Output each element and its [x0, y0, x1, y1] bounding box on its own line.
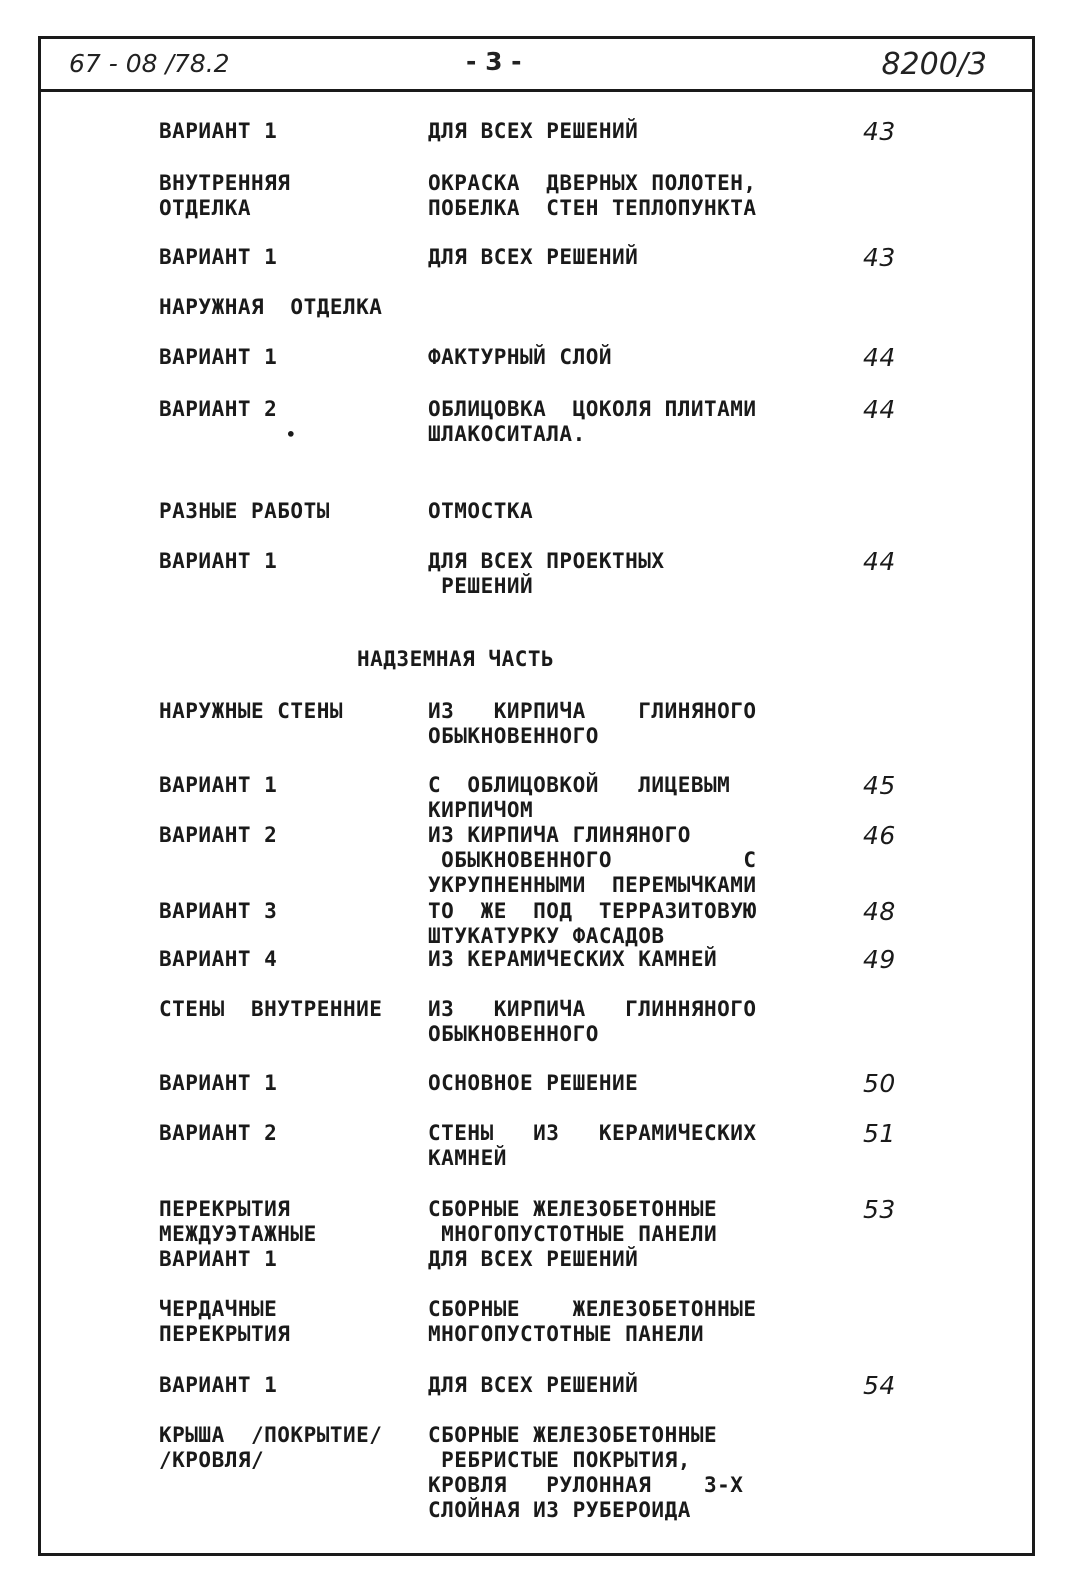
- row-page-number: 51: [863, 1119, 896, 1148]
- row-description: С ОБЛИЦОВКОЙ ЛИЦЕВЫМ КИРПИЧОМ: [428, 773, 731, 822]
- row-description: СТЕНЫ ИЗ КЕРАМИЧЕСКИХ КАМНЕЙ: [428, 1121, 757, 1170]
- row-label: ВАРИАНТ 3: [159, 899, 278, 923]
- row-label: ВАРИАНТ 1: [159, 1373, 278, 1397]
- row-description: ДЛЯ ВСЕХ РЕШЕНИЙ: [428, 119, 639, 143]
- row-description: ОКРАСКА ДВЕРНЫХ ПОЛОТЕН, ПОБЕЛКА СТЕН ТЕПЛОПУНКТА: [428, 171, 757, 220]
- row-description: ДЛЯ ВСЕХ РЕШЕНИЙ: [428, 245, 639, 269]
- row-description: ОТМОСТКА: [428, 499, 534, 523]
- row-label: ВАРИАНТ 2: [159, 397, 278, 421]
- header-left-code: 67 - 08 /78.2: [69, 49, 230, 78]
- row-label: ВАРИАНТ 2: [159, 1121, 278, 1145]
- row-label: ВАРИАНТ 1: [159, 1071, 278, 1095]
- row-label: КРЫША /ПОКРЫТИЕ/ /КРОВЛЯ/: [159, 1423, 383, 1472]
- row-label: ВАРИАНТ 1: [159, 773, 278, 797]
- page-frame: [38, 36, 1035, 1556]
- row-description: ТО ЖЕ ПОД ТЕРРАЗИТОВУЮ ШТУКАТУРКУ ФАСАДОВ: [428, 899, 757, 948]
- row-label: ВАРИАНТ 1: [159, 549, 278, 573]
- row-description: СБОРНЫЕ ЖЕЛЕЗОБЕТОННЫЕ РЕБРИСТЫЕ ПОКРЫТИЯ, КРОВЛЯ РУЛОННАЯ 3-Х СЛОЙНАЯ ИЗ РУБЕРОИДА: [428, 1423, 744, 1522]
- row-label: ВНУТРЕННЯЯ ОТДЕЛКА: [159, 171, 291, 220]
- row-label: ПЕРЕКРЫТИЯ МЕЖДУЭТАЖНЫЕ ВАРИАНТ 1: [159, 1197, 317, 1271]
- row-description: ИЗ КЕРАМИЧЕСКИХ КАМНЕЙ: [428, 947, 718, 971]
- row-page-number: 44: [863, 343, 896, 372]
- row-page-number: 49: [863, 945, 896, 974]
- row-label: РАЗНЫЕ РАБОТЫ: [159, 499, 330, 523]
- row-page-number: 44: [863, 547, 896, 576]
- header-right-code: 8200/3: [881, 47, 987, 82]
- row-description: ДЛЯ ВСЕХ РЕШЕНИЙ: [428, 1373, 639, 1397]
- row-label: СТЕНЫ ВНУТРЕННИЕ: [159, 997, 383, 1021]
- row-label: ВАРИАНТ 4: [159, 947, 278, 971]
- row-page-number: 48: [863, 897, 896, 926]
- header-divider: [41, 89, 1032, 92]
- row-description: ДЛЯ ВСЕХ ПРОЕКТНЫХ РЕШЕНИЙ: [428, 549, 665, 598]
- row-page-number: 53: [863, 1195, 896, 1224]
- row-label: ВАРИАНТ 1: [159, 245, 278, 269]
- bullet-mark: •: [286, 425, 296, 444]
- row-description: ИЗ КИРПИЧА ГЛИНЯНОГО ОБЫКНОВЕННОГО: [428, 699, 757, 748]
- row-page-number: 46: [863, 821, 896, 850]
- row-description: ИЗ КИРПИЧА ГЛИНЯНОГО ОБЫКНОВЕННОГО С УКРУПНЕННЫМИ ПЕРЕМЫЧКАМИ: [428, 823, 757, 897]
- row-description: ОСНОВНОЕ РЕШЕНИЕ: [428, 1071, 639, 1095]
- section-title: НАДЗЕМНАЯ ЧАСТЬ: [357, 647, 555, 671]
- row-description: СБОРНЫЕ ЖЕЛЕЗОБЕТОННЫЕ МНОГОПУСТОТНЫЕ ПАНЕЛИ ДЛЯ ВСЕХ РЕШЕНИЙ: [428, 1197, 718, 1271]
- row-label: ЧЕРДАЧНЫЕ ПЕРЕКРЫТИЯ: [159, 1297, 291, 1346]
- row-page-number: 43: [863, 243, 896, 272]
- row-label: НАРУЖНАЯ ОТДЕЛКА: [159, 295, 383, 319]
- header-page-number: - 3 -: [466, 47, 522, 76]
- row-label: ВАРИАНТ 2: [159, 823, 278, 847]
- row-page-number: 50: [863, 1069, 896, 1098]
- row-label: ВАРИАНТ 1: [159, 345, 278, 369]
- row-description: ИЗ КИРПИЧА ГЛИННЯНОГО ОБЫКНОВЕННОГО: [428, 997, 757, 1046]
- row-page-number: 43: [863, 117, 896, 146]
- row-description: ФАКТУРНЫЙ СЛОЙ: [428, 345, 613, 369]
- row-label: НАРУЖНЫЕ СТЕНЫ: [159, 699, 344, 723]
- row-page-number: 44: [863, 395, 896, 424]
- row-label: ВАРИАНТ 1: [159, 119, 278, 143]
- row-page-number: 54: [863, 1371, 896, 1400]
- row-description: СБОРНЫЕ ЖЕЛЕЗОБЕТОННЫЕ МНОГОПУСТОТНЫЕ ПАНЕЛИ: [428, 1297, 757, 1346]
- row-description: ОБЛИЦОВКА ЦОКОЛЯ ПЛИТАМИ ШЛАКОСИТАЛА.: [428, 397, 757, 446]
- row-page-number: 45: [863, 771, 896, 800]
